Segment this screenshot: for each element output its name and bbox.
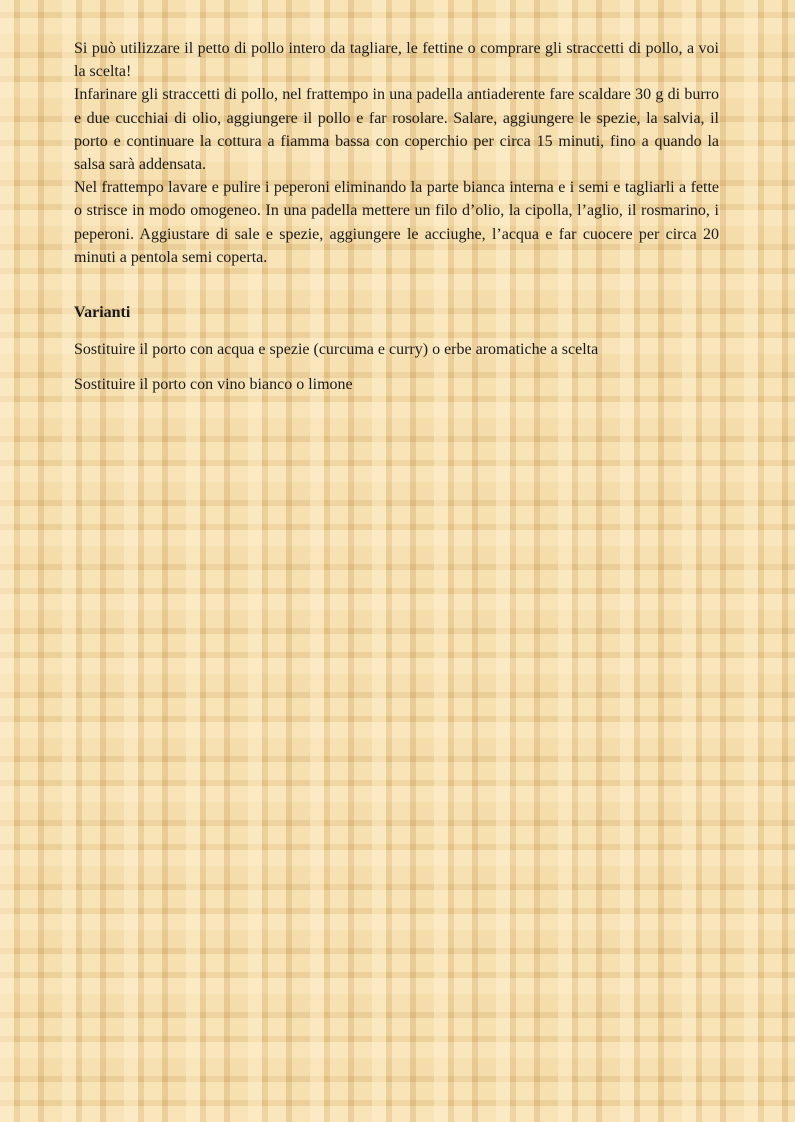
- paragraph-chicken-choice: Si può utilizzare il petto di pollo intero da tagliare, le fettine o comprare gli straccetti di pollo, a voi la scelta!: [74, 40, 719, 81]
- variants-heading: Varianti: [74, 304, 131, 321]
- variant-item: Sostituire il porto con vino bianco o limone: [74, 376, 353, 393]
- variant-item: Sostituire il porto con acqua e spezie (curcuma e curry) o erbe aromatiche a scelta: [74, 341, 599, 358]
- document-page: [74, 37, 719, 393]
- paragraph-chicken-cooking: Infarinare gli straccetti di pollo, nel frattempo in una padella antiaderente fare scaldare 30 g di burro e due cucchiai di olio, aggiungere il pollo e far rosolare. Salare, aggiungere le spezie, la salvia, il porto e continuare la cottura a fiamma bassa con coperchio per circa 15 minuti, fino a quando la salsa sarà addensata.: [74, 86, 719, 174]
- paragraph-peppers: Nel frattempo lavare e pulire i peperoni eliminando la parte bianca interna e i semi e tagliarli a fette o strisce in modo omogeneo. In una padella mettere un filo d’olio, la cipolla, l’aglio, il rosmarino, i peperoni. Aggiustare di sale e spezie, aggiungere le acciughe, l’acqua e far cuocere per circa 20 minuti a pentola semi coperta.: [74, 179, 719, 266]
